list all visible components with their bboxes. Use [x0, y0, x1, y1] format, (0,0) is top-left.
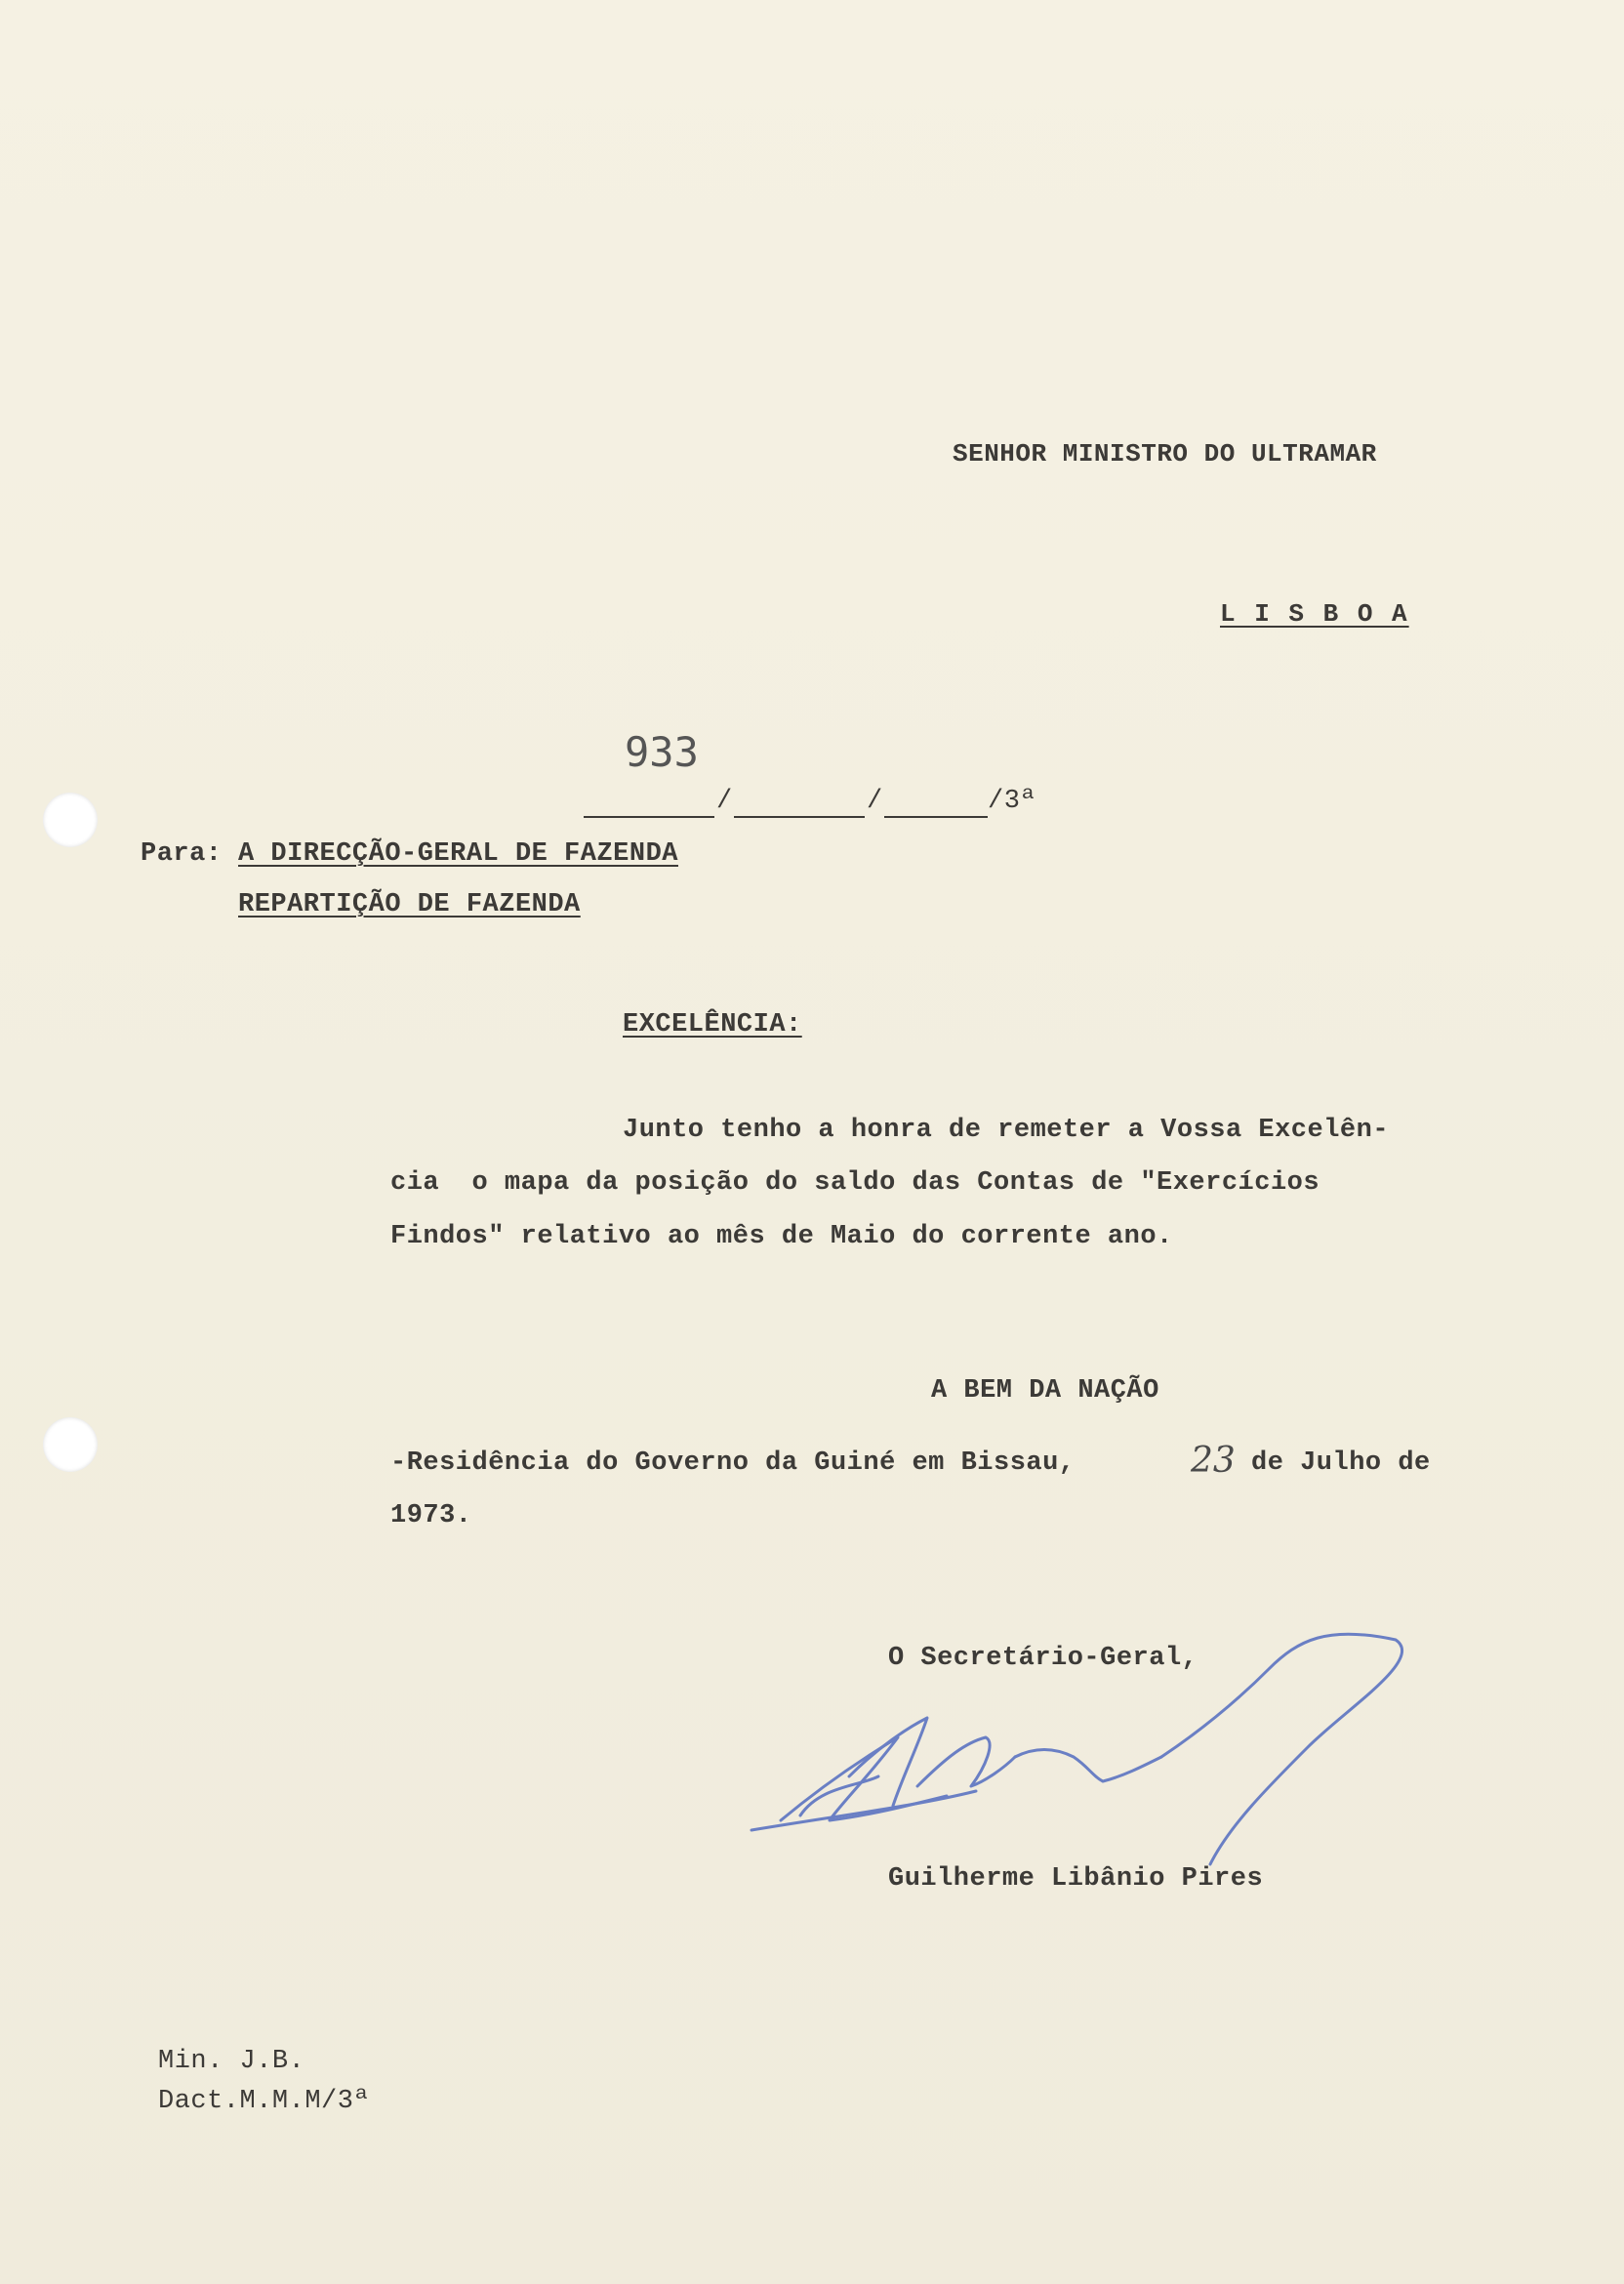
body-line-2: cia o mapa da posição do saldo das Contas de "Exercícios: [390, 1168, 1320, 1198]
body-line-3: Findos" relativo ao mês de Maio do corrente ano.: [390, 1222, 1173, 1251]
punch-hole-top: [43, 793, 98, 847]
handwritten-day: 23: [1191, 1441, 1236, 1481]
place-date-line-1-start: -Residência do Governo da Guiné em Bissau,: [390, 1448, 1076, 1478]
body-line-1: Junto tenho a honra de remeter a Vossa Excelên-: [623, 1116, 1390, 1145]
signatory-title: O Secretário-Geral,: [888, 1644, 1198, 1673]
recipient-line-1: A DIRECÇÃO-GERAL DE FAZENDA: [238, 839, 678, 869]
reference-slash-1: /: [716, 787, 733, 816]
reference-blank-3: [884, 816, 988, 818]
handwritten-signature: [722, 1620, 1444, 1874]
reference-blank-2: [734, 816, 865, 818]
recipient-prefix: Para:: [141, 839, 223, 869]
addressee-line: SENHOR MINISTRO DO ULTRAMAR: [953, 439, 1377, 469]
salutation: EXCELÊNCIA:: [623, 1010, 802, 1040]
reference-suffix: /3ª: [988, 787, 1037, 816]
reference-blank-1: [584, 816, 714, 818]
footer-line-1: Min. J.B.: [158, 2047, 305, 2076]
place-date-line-1-end: de Julho de: [1251, 1448, 1431, 1478]
punch-hole-bottom: [43, 1417, 98, 1472]
city-heading: L I S B O A: [1220, 599, 1409, 629]
place-date-line-2: 1973.: [390, 1501, 472, 1530]
closing-formula: A BEM DA NAÇÃO: [931, 1376, 1159, 1406]
reference-slash-2: /: [867, 787, 883, 816]
reference-number: 933: [625, 728, 699, 776]
footer-line-2: Dact.M.M.M/3ª: [158, 2087, 371, 2116]
signatory-name: Guilherme Libânio Pires: [888, 1864, 1264, 1894]
recipient-line-2: REPARTIÇÃO DE FAZENDA: [238, 890, 581, 919]
